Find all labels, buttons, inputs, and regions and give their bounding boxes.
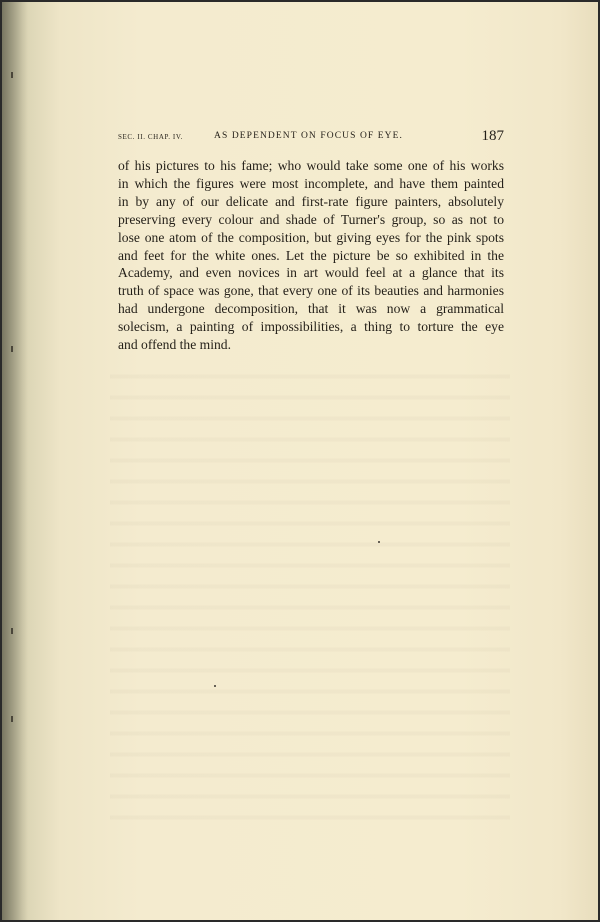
- page-number: 187: [481, 128, 504, 144]
- frame-top-edge: [0, 0, 600, 2]
- text-line: in which the figures were most incomplete, and have them painted: [118, 175, 504, 191]
- text-line: lose one atom of the composition, but giving eyes for the pink spots: [118, 229, 504, 245]
- spine-mark: [11, 716, 13, 722]
- ink-speck: [378, 541, 380, 543]
- text-line: preserving every colour and shade of Turner's group, so as not to: [118, 211, 504, 227]
- spine-mark: [11, 72, 13, 78]
- spine-mark: [11, 346, 13, 352]
- text-line: had undergone decomposition, that it was now a grammatical: [118, 301, 504, 317]
- text-line: and feet for the white ones. Let the picture be so exhibited in the: [118, 247, 504, 263]
- text-line: of his pictures to his fame; who would take some one of his works: [118, 158, 504, 173]
- section-label: SEC. II. CHAP. IV.: [118, 133, 183, 141]
- text-line: and offend the mind.: [118, 337, 232, 353]
- text-line: in by any of our delicate and first-rate figure painters, absolutely: [118, 193, 504, 209]
- running-title: AS DEPENDENT ON FOCUS OF EYE.: [214, 131, 404, 141]
- ink-speck: [214, 685, 216, 687]
- running-head: [118, 128, 504, 148]
- spine-mark: [11, 628, 13, 634]
- body-paragraph: [118, 157, 504, 354]
- gutter-shadow: [0, 0, 28, 922]
- text-line: truth of space was gone, that every one of its beauties and harmonies: [118, 283, 504, 299]
- frame-left-edge: [0, 0, 2, 922]
- text-line: solecism, a painting of impossibilities, a thing to torture the eye: [118, 319, 504, 335]
- text-line: Academy, and even novices in art would feel at a glance that its: [118, 265, 504, 281]
